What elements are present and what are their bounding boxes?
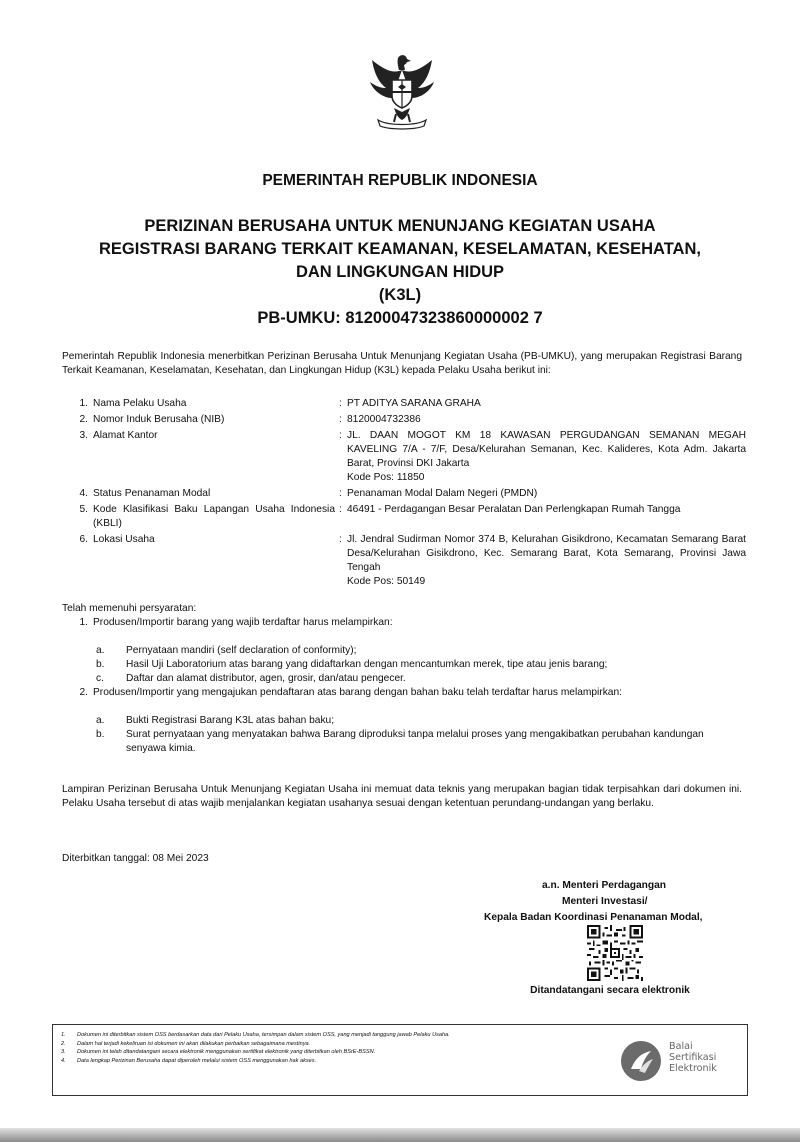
- footnote: 4. Data lengkap Perizinan Berusaha dapat diperoleh melalui sistem OSS menggunakan hak akses.: [61, 1057, 317, 1064]
- signatory-line: a.n. Menteri Perdagangan: [542, 880, 666, 891]
- field-value: [347, 487, 746, 501]
- qr-code-icon: [587, 925, 643, 981]
- field-value: [347, 533, 746, 589]
- bsre-emblem-icon: [619, 1039, 663, 1083]
- permit-number: PB-UMKU: 81200047323860000002 7: [257, 309, 543, 327]
- issue-date: Diterbitkan tanggal: 08 Mei 2023: [62, 853, 209, 864]
- signatory-line: Menteri Investasi/: [562, 896, 648, 907]
- footnote: 3. Dokumen ini telah ditandatangani secara elektronik menggunakan sertifikat elektronik yang diterbitkan oleh BSrE-BSSN.: [61, 1049, 376, 1055]
- value-line: 46491 - Perdagangan Besar Peralatan Dan Perlengkapan Rumah Tangga: [347, 504, 681, 515]
- requirement-item: [62, 616, 742, 630]
- field-number: 1.: [79, 398, 88, 409]
- field-row-nib: 2. Nomor Induk Berusaha (NIB) : 8120004732386: [62, 413, 746, 427]
- field-row-investment-status: 4. Status Penanaman Modal : Penanaman Modal Dalam Negeri (PMDN): [62, 487, 746, 501]
- requirement-item: [62, 686, 742, 700]
- value-line: 8120004732386: [347, 414, 421, 425]
- field-value: [347, 503, 746, 531]
- title-line: PERIZINAN BERUSAHA UNTUK MENUNJANG KEGIATAN USAHA: [144, 217, 656, 235]
- electronic-signature-note: Ditandatangani secara elektronik: [530, 985, 690, 996]
- field-number: 4.: [79, 488, 88, 499]
- field-number: 6.: [79, 534, 88, 545]
- value-line: Penanaman Modal Dalam Negeri (PMDN): [347, 488, 538, 499]
- requirements-intro: Telah memenuhi persyaratan:: [62, 603, 197, 614]
- business-details: [62, 397, 746, 591]
- postal-code: Kode Pos: 50149: [347, 576, 426, 587]
- requirement-sub-item: c. Daftar dan alamat distributor, agen, grosir, dan/atau pengecer.: [96, 673, 406, 684]
- bsre-logo: [619, 1037, 739, 1087]
- footnotes-box: [52, 1024, 748, 1096]
- requirement-sub-item: a. Pernyataan mandiri (self declaration of conformity);: [96, 645, 357, 656]
- field-label: Nama Pelaku Usaha: [93, 398, 187, 409]
- requirement-number: 2.: [79, 687, 88, 698]
- page-edge: [0, 1128, 800, 1142]
- requirement-sub-item: b. Hasil Uji Laboratorium atas barang yang didaftarkan dengan mencantumkan merek, tipe atau jenis barang;: [96, 659, 608, 670]
- field-label: Nomor Induk Berusaha (NIB): [93, 414, 225, 425]
- field-row-office-address: 3. Alamat Kantor : JL. DAAN MOGOT KM 18 KAWASAN PERGUDANGAN SEMANAN MEGAH KAVELING 7/A - 7/F, Desa/Kelurahan Semanan, Kec. Kalideres, Kota Adm. Jakarta Barat, Provinsi DKI Jakarta Kode Pos: 11850: [62, 429, 746, 485]
- field-number: 3.: [79, 430, 88, 441]
- requirement-text: Produsen/Importir barang yang wajib terdaftar harus melampirkan:: [93, 617, 393, 628]
- requirement-number: 1.: [79, 617, 88, 628]
- requirements-section: [62, 602, 742, 756]
- field-label: Alamat Kantor: [93, 430, 158, 441]
- requirement-text: Produsen/Importir yang mengajukan pendaftaran atas barang dengan bahan baku telah terdaftar harus melampirkan:: [93, 687, 622, 698]
- government-title: PEMERINTAH REPUBLIK INDONESIA: [262, 172, 538, 189]
- field-row-kbli: 5. Kode Klasifikasi Baku Lapangan Usaha Indonesia (KBLI) : 46491 - Perdagangan Besar Peralatan Dan Perlengkapan Rumah Tangga: [62, 503, 746, 531]
- requirement-sub-item: b. Surat pernyataan yang menyatakan bahwa Barang diproduksi tanpa melalui proses yang mengakibatkan perubahan kandungan senyawa kimia.: [96, 729, 704, 754]
- intro-paragraph: Pemerintah Republik Indonesia menerbitkan Perizinan Berusaha Untuk Menunjang Kegiatan Usaha (PB-UMKU), yang merupakan Registrasi Barang Terkait Keamanan, Keselamatan, Kesehatan, dan Lingkungan Hidup (K3L) kepada Pelaku Usaha berikut ini:: [62, 351, 742, 376]
- footnote: 1. Dokumen ini diterbitkan sistem OSS berdasarkan data dari Pelaku Usaha, tersimpan dalam sistem OSS, yang menjadi tanggung jawab Pelaku Usaha.: [61, 1032, 450, 1038]
- value-line: PT ADITYA SARANA GRAHA: [347, 398, 481, 409]
- garuda-emblem-icon: [364, 52, 440, 132]
- postal-code: Kode Pos: 11850: [347, 472, 425, 483]
- title-line: DAN LINGKUNGAN HIDUP: [295, 263, 505, 281]
- signatory-block: [470, 878, 750, 926]
- field-value: [347, 429, 746, 485]
- field-row-business-location: 6. Lokasi Usaha : Jl. Jendral Sudirman Nomor 374 B, Kelurahan Gisikdrono, Kecamatan Semarang Barat Desa/Kelurahan Gisikdrono, Kec. Semarang Barat, Kota Semarang, Provinsi Jawa Tengah Kode Pos: 50149: [62, 533, 746, 589]
- closing-paragraph: Lampiran Perizinan Berusaha Untuk Menunjang Kegiatan Usaha ini memuat data teknis yang merupakan bagian tidak terpisahkan dari dokumen ini. Pelaku Usaha tersebut di atas wajib menjalankan kegiatan usahanya sesuai dengan ketentuan perundang-undangan yang berlaku.: [62, 784, 742, 809]
- permit-title: [0, 215, 800, 330]
- footnote: 2. Dalam hal terjadi kekeliruan isi dokumen ini akan dilakukan perbaikan sebagaimana mestinya.: [61, 1040, 311, 1047]
- field-label: Kode Klasifikasi Baku Lapangan Usaha Indonesia (KBLI): [93, 504, 335, 529]
- field-row-business-name: 1. Nama Pelaku Usaha : PT ADITYA SARANA GRAHA: [62, 397, 746, 411]
- field-label: Lokasi Usaha: [93, 534, 155, 545]
- title-line: (K3L): [378, 286, 422, 304]
- bsre-label: Balai Sertifikasi Elektronik: [669, 1041, 717, 1074]
- field-value: [347, 397, 746, 411]
- field-number: 5.: [79, 504, 88, 515]
- field-label: Status Penanaman Modal: [93, 488, 211, 499]
- value-line: Jl. Jendral Sudirman Nomor 374 B, Kelurahan Gisikdrono, Kecamatan Semarang Barat Desa/Kelurahan Gisikdrono, Kec. Semarang Barat, Kota Semarang, Provinsi Jawa Tengah: [347, 534, 746, 573]
- footnotes-list: [61, 1031, 606, 1065]
- value-line: JL. DAAN MOGOT KM 18 KAWASAN PERGUDANGAN SEMANAN MEGAH KAVELING 7/A - 7/F, Desa/Kelurahan Semanan, Kec. Kalideres, Kota Adm. Jakarta Barat, Provinsi DKI Jakarta: [347, 430, 746, 469]
- field-number: 2.: [79, 414, 88, 425]
- signatory-line: Kepala Badan Koordinasi Penanaman Modal,: [484, 912, 703, 923]
- title-line: REGISTRASI BARANG TERKAIT KEAMANAN, KESELAMATAN, KESEHATAN,: [99, 240, 701, 258]
- requirement-sub-item: a. Bukti Registrasi Barang K3L atas bahan baku;: [96, 715, 335, 726]
- field-value: [347, 413, 746, 427]
